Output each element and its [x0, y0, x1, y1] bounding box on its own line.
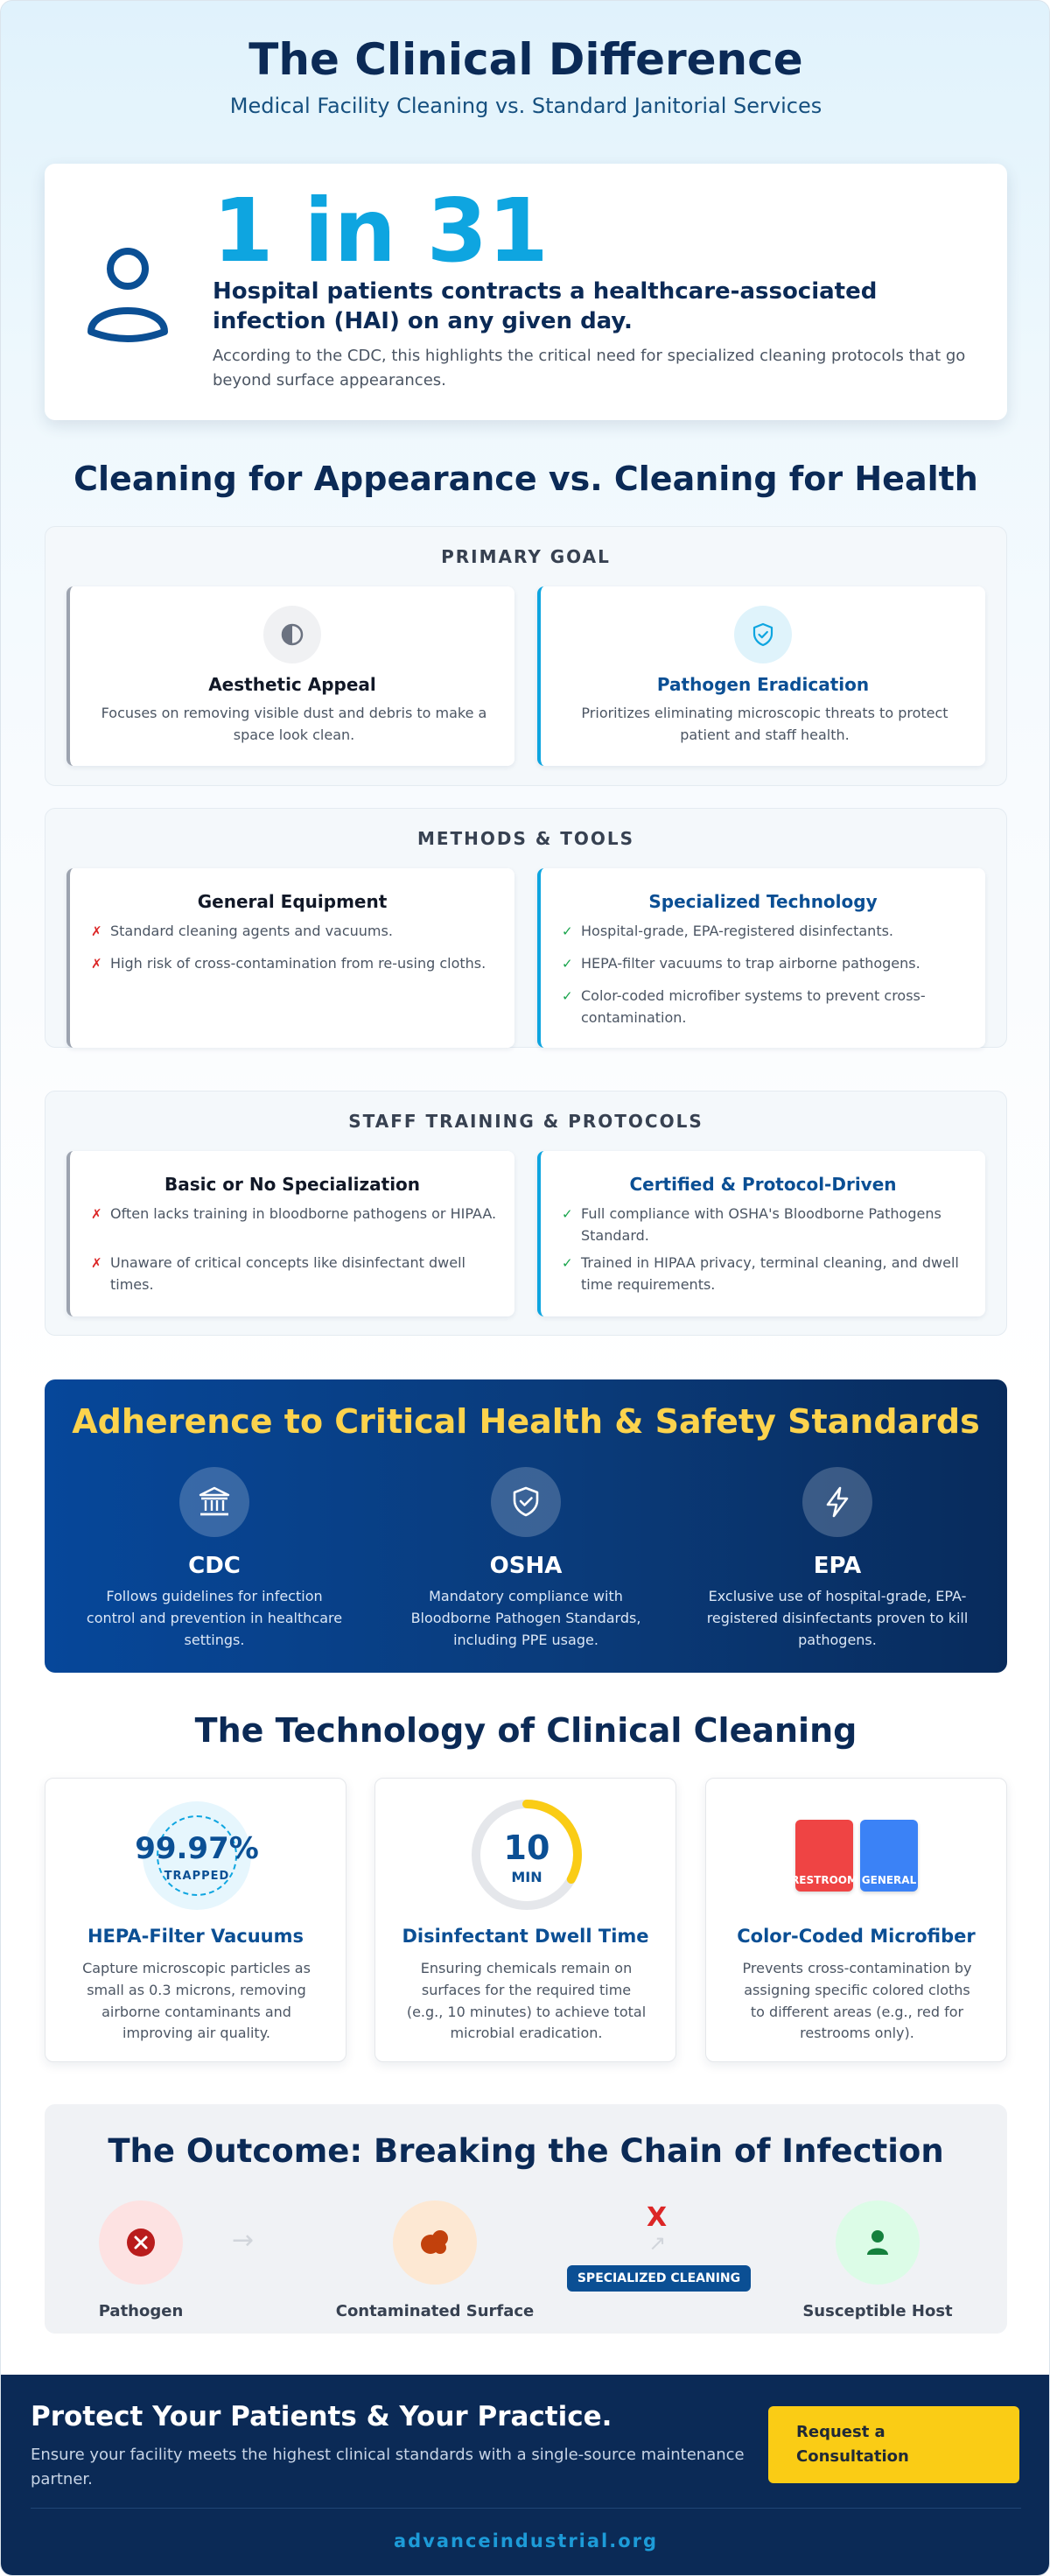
- check-icon: ✓: [562, 956, 573, 972]
- list-item: ✓ Trained in HIPAA privacy, terminal cleaning, and dwell time requirements.: [562, 1254, 959, 1293]
- standards-banner: [45, 1379, 1007, 1673]
- cross-icon: ✗: [91, 956, 102, 972]
- clinical-methods-card: [537, 868, 985, 1048]
- standard-name: OSHA: [489, 1553, 563, 1579]
- standard-item-cdc: [83, 1467, 346, 1651]
- lightning-icon: [802, 1467, 872, 1537]
- list-item: ✓ Hospital-grade, EPA-registered disinfectants.: [562, 921, 973, 943]
- chain-arrow-icon: →: [232, 2225, 255, 2256]
- list-item: ✗ Unaware of critical concepts like disinfectant dwell times.: [91, 1254, 466, 1293]
- chain-pathogen: [53, 2200, 228, 2320]
- page-title: The Clinical Difference: [248, 34, 803, 85]
- standard-training-card: [66, 1151, 514, 1316]
- footer: [1, 2375, 1050, 2576]
- card-title: Specialized Technology: [648, 891, 878, 912]
- standard-name: CDC: [188, 1553, 241, 1579]
- footer-description: Ensure your facility meets the highest clinical standards with a single-source maintenance partner.: [31, 2446, 745, 2488]
- contamination-icon: [393, 2200, 477, 2285]
- hepa-percent: 99.97%: [135, 1831, 259, 1866]
- section-heading: STAFF TRAINING & PROTOCOLS: [348, 1111, 704, 1132]
- standard-name: EPA: [813, 1553, 862, 1579]
- hepa-caption: TRAPPED: [164, 1870, 230, 1883]
- chain-label: Susceptible Host: [802, 2302, 953, 2320]
- stat-description: According to the CDC, this highlights the critical need for specialized cleaning protocols that go beyond surface appearances.: [213, 347, 966, 390]
- list-item: ✗ Often lacks training in bloodborne pathogens or HIPAA.: [91, 1204, 502, 1225]
- list-item: ✗ High risk of cross-contamination from re-using cloths.: [91, 953, 502, 975]
- standard-description: Exclusive use of hospital-grade, EPA-registered disinfectants proven to kill pathogens.: [706, 1588, 969, 1648]
- card-title: Pathogen Eradication: [656, 674, 870, 695]
- break-arrow-icon: →: [642, 2228, 673, 2259]
- general-cloth-swatch: [860, 1820, 918, 1892]
- stat-headline: Hospital patients contracts a healthcare-associated infection (HAI) on any given day.: [213, 278, 878, 334]
- chain-surface: [326, 2200, 543, 2320]
- card-title: General Equipment: [197, 891, 388, 912]
- shield-check-icon: [491, 1467, 561, 1537]
- standard-description: Mandatory compliance with Bloodborne Pathogen Standards, including PPE usage.: [410, 1588, 641, 1648]
- cross-icon: ✗: [91, 923, 102, 939]
- building-columns-icon: [179, 1467, 249, 1537]
- section-heading: PRIMARY GOAL: [441, 546, 611, 567]
- card-title: Disinfectant Dwell Time: [402, 1926, 649, 1947]
- card-description: Focuses on removing visible dust and debris to make a space look clean.: [101, 705, 487, 743]
- check-icon: ✓: [562, 988, 573, 1004]
- stat-number: 1 in 31: [213, 179, 549, 282]
- section-heading: METHODS & TOOLS: [416, 828, 635, 849]
- clinical-goal-card: [537, 586, 985, 766]
- cross-icon: ✗: [91, 1255, 102, 1271]
- primary-goal-section: [45, 526, 1007, 786]
- list-item: ✓ HEPA-filter vacuums to trap airborne pathogens.: [562, 953, 973, 975]
- check-icon: ✓: [562, 1206, 573, 1222]
- chain-break-mark: X: [647, 2202, 668, 2233]
- stat-card: [45, 164, 1007, 420]
- card-title: Certified & Protocol-Driven: [629, 1174, 897, 1195]
- shield-check-icon: [734, 606, 792, 663]
- check-icon: ✓: [562, 1255, 573, 1271]
- check-icon: ✓: [562, 923, 573, 939]
- list-item: ✓ Color-coded microfiber systems to prevent cross-contamination.: [562, 987, 926, 1026]
- swatch-label: RESTROOM: [791, 1874, 858, 1886]
- specialized-cleaning-badge: SPECIALIZED CLEANING: [567, 2265, 751, 2292]
- card-title: Aesthetic Appeal: [208, 674, 376, 695]
- standard-description: Follows guidelines for infection control and prevention in healthcare settings.: [86, 1588, 343, 1648]
- person-icon: [84, 242, 172, 343]
- staff-training-section: [45, 1091, 1007, 1336]
- standards-title: Adherence to Critical Health & Safety Standards: [72, 1402, 980, 1441]
- page-subtitle: Medical Facility Cleaning vs. Standard Janitorial Services: [229, 94, 822, 118]
- standard-item-osha: [395, 1467, 657, 1651]
- dwell-value: 10: [503, 1828, 550, 1867]
- swatch-label: GENERAL: [861, 1874, 917, 1886]
- standard-methods-card: [66, 868, 514, 1048]
- card-description: Capture microscopic particles as small as 0.3 microns, removing airborne contaminants and improving air quality.: [82, 1960, 311, 2042]
- chain-label: Contaminated Surface: [335, 2302, 535, 2320]
- dwell-unit: MIN: [511, 1869, 542, 1885]
- host-person-icon: [836, 2200, 920, 2285]
- card-description: Ensuring chemicals remain on surfaces for the required time (e.g., 10 minutes) to achieve total microbial eradication.: [406, 1960, 647, 2042]
- card-title: Color-Coded Microfiber: [737, 1926, 976, 1947]
- restroom-cloth-swatch: [791, 1820, 858, 1892]
- request-consultation-button[interactable]: Request a Consultation: [768, 2406, 1019, 2483]
- hepa-badge: [135, 1801, 259, 1910]
- chain-host: [790, 2200, 965, 2320]
- contrast-icon: [263, 606, 321, 663]
- cross-icon: ✗: [91, 1206, 102, 1222]
- clinical-training-card: [537, 1151, 985, 1316]
- outcome-title: The Outcome: Breaking the Chain of Infection: [108, 2132, 944, 2170]
- methods-tools-section: [45, 808, 1007, 1048]
- standard-item-epa: [706, 1467, 969, 1651]
- comparison-title: Cleaning for Appearance vs. Cleaning for Health: [74, 460, 978, 498]
- microfiber-card: [705, 1778, 1007, 2062]
- card-title: Basic or No Specialization: [164, 1174, 421, 1195]
- chain-label: Pathogen: [98, 2302, 184, 2320]
- website-link[interactable]: advanceindustrial.org: [393, 2530, 659, 2551]
- pathogen-icon: [99, 2200, 183, 2285]
- card-description: Prevents cross-contamination by assigning specific colored cloths to different areas (e.g., red for restrooms only).: [742, 1960, 972, 2042]
- footer-divider: [31, 2508, 1021, 2509]
- footer-title: Protect Your Patients & Your Practice.: [31, 2401, 612, 2432]
- list-item: ✗ Standard cleaning agents and vacuums.: [91, 921, 502, 943]
- card-description: Prioritizes eliminating microscopic threats to protect patient and staff health.: [581, 705, 948, 743]
- outcome-section: [45, 2104, 1007, 2334]
- hepa-card: [45, 1778, 346, 2062]
- dwell-time-card: [374, 1778, 676, 2062]
- list-item: ✓ Full compliance with OSHA's Bloodborne Pathogens Standard.: [562, 1205, 942, 1244]
- card-title: HEPA-Filter Vacuums: [87, 1926, 304, 1947]
- technology-title: The Technology of Clinical Cleaning: [194, 1711, 858, 1750]
- standard-goal-card: [66, 586, 514, 766]
